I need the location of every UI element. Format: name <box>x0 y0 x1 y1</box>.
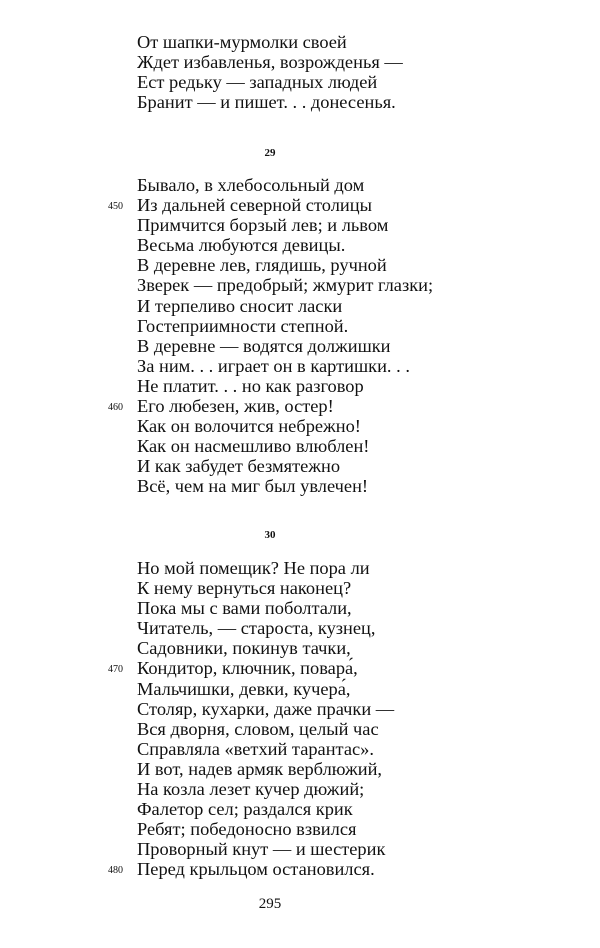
verse-line <box>0 779 600 799</box>
verse-line <box>0 719 600 739</box>
verse-text: И вот, надев армяк верблюжий, <box>137 758 383 779</box>
verse-line <box>0 436 600 456</box>
verse-line <box>0 618 600 638</box>
verse-line <box>0 416 600 436</box>
stanza-lines <box>0 32 600 112</box>
line-number: 470 <box>108 664 123 676</box>
stanza-lines <box>0 558 600 880</box>
verse-text: Его любезен, жив, остер! <box>137 396 334 417</box>
verse-text: В деревне лев, глядишь, ручной <box>137 255 387 276</box>
verse-text: Из дальней северной столицы <box>137 195 372 216</box>
stanza <box>0 32 600 112</box>
verse-line <box>0 396 600 416</box>
verse-text: Ждет избавленья, возрожденья — <box>137 52 403 73</box>
line-number: 450 <box>108 201 123 213</box>
verse-line <box>0 92 600 112</box>
verse-text: Всё, чем на миг был увлечен! <box>137 476 369 497</box>
verse-line <box>0 235 600 255</box>
verse-line <box>0 376 600 396</box>
verse-text: Читатель, — староста, кузнец, <box>137 618 376 639</box>
stanza-number: 30 <box>264 529 276 541</box>
verse-text: И терпеливо сносит ласки <box>137 295 343 316</box>
verse-line <box>0 799 600 819</box>
stanza-number: 29 <box>264 147 276 159</box>
verse-line <box>0 255 600 275</box>
verse-line <box>0 679 600 699</box>
verse-line <box>0 699 600 719</box>
stanza <box>0 175 600 497</box>
verse-line <box>0 72 600 92</box>
verse-line <box>0 215 600 235</box>
verse-text: Вся дворня, словом, целый час <box>137 718 379 739</box>
verse-line <box>0 739 600 759</box>
verse-text: И как забудет безмятежно <box>137 456 341 477</box>
verse-text: Бывало, в хлебосольный дом <box>137 175 365 195</box>
verse-text: Примчится борзый лев; и львом <box>137 215 389 236</box>
verse-text: Как он насмешливо влюблен! <box>137 436 370 457</box>
verse-line <box>0 456 600 476</box>
verse-text: К нему вернуться наконец? <box>137 578 352 599</box>
verse-line <box>0 316 600 336</box>
verse-text: Столяр, кухарки, даже прачки — <box>137 698 395 719</box>
verse-text: На козла лезет кучер дюжий; <box>137 779 365 800</box>
verse-text: Как он волочится небрежно! <box>137 416 361 437</box>
verse-text: Зверек — предобрый; жмурит глазки; <box>137 275 434 296</box>
stanza <box>0 558 600 880</box>
verse-text: Ребят; победоносно взвился <box>137 819 357 840</box>
verse-line <box>0 638 600 658</box>
verse-line <box>0 658 600 678</box>
line-number: 460 <box>108 402 123 414</box>
verse-line <box>0 839 600 859</box>
verse-text: Пока мы с вами поболтали, <box>137 598 352 619</box>
verse-text: Не платит. . . но как разговор <box>137 375 364 396</box>
verse-line <box>0 296 600 316</box>
verse-line <box>0 175 600 195</box>
verse-text: Гостеприимности степной. <box>137 315 349 336</box>
verse-line <box>0 275 600 295</box>
verse-text: Бранит — и пишет. . . донесенья. <box>137 92 396 113</box>
verse-text: Кондитор, ключник, повара́, <box>137 658 358 679</box>
verse-text: Проворный кнут — и шестерик <box>137 839 386 860</box>
verse-line <box>0 598 600 618</box>
verse-text: Перед крыльцом остановился. <box>137 859 375 880</box>
verse-line <box>0 356 600 376</box>
page-number: 295 <box>258 896 282 912</box>
verse-line <box>0 32 600 52</box>
verse-text: Садовники, покинув тачки, <box>137 638 351 659</box>
verse-line <box>0 336 600 356</box>
verse-text: Но мой помещик? Не пора ли <box>137 558 370 578</box>
verse-text: От шапки-мурмолки своей <box>137 32 347 52</box>
verse-text: Ест редьку — западных людей <box>137 72 378 93</box>
verse-line <box>0 195 600 215</box>
verse-line <box>0 476 600 496</box>
stanza-lines <box>0 175 600 497</box>
verse-text: Мальчишки, девки, кучера́, <box>137 678 351 699</box>
line-number: 480 <box>108 865 123 877</box>
verse-text: Справляла «ветхий тарантас». <box>137 738 374 759</box>
verse-text: За ним. . . играет он в картишки. . . <box>137 355 410 376</box>
verse-line <box>0 52 600 72</box>
verse-line <box>0 859 600 879</box>
verse-text: Фалетор сел; раздался крик <box>137 799 353 820</box>
verse-line <box>0 759 600 779</box>
verse-line <box>0 819 600 839</box>
verse-line <box>0 558 600 578</box>
verse-text: Весьма любуются девицы. <box>137 235 346 256</box>
verse-text: В деревне — водятся должишки <box>137 335 391 356</box>
verse-line <box>0 578 600 598</box>
